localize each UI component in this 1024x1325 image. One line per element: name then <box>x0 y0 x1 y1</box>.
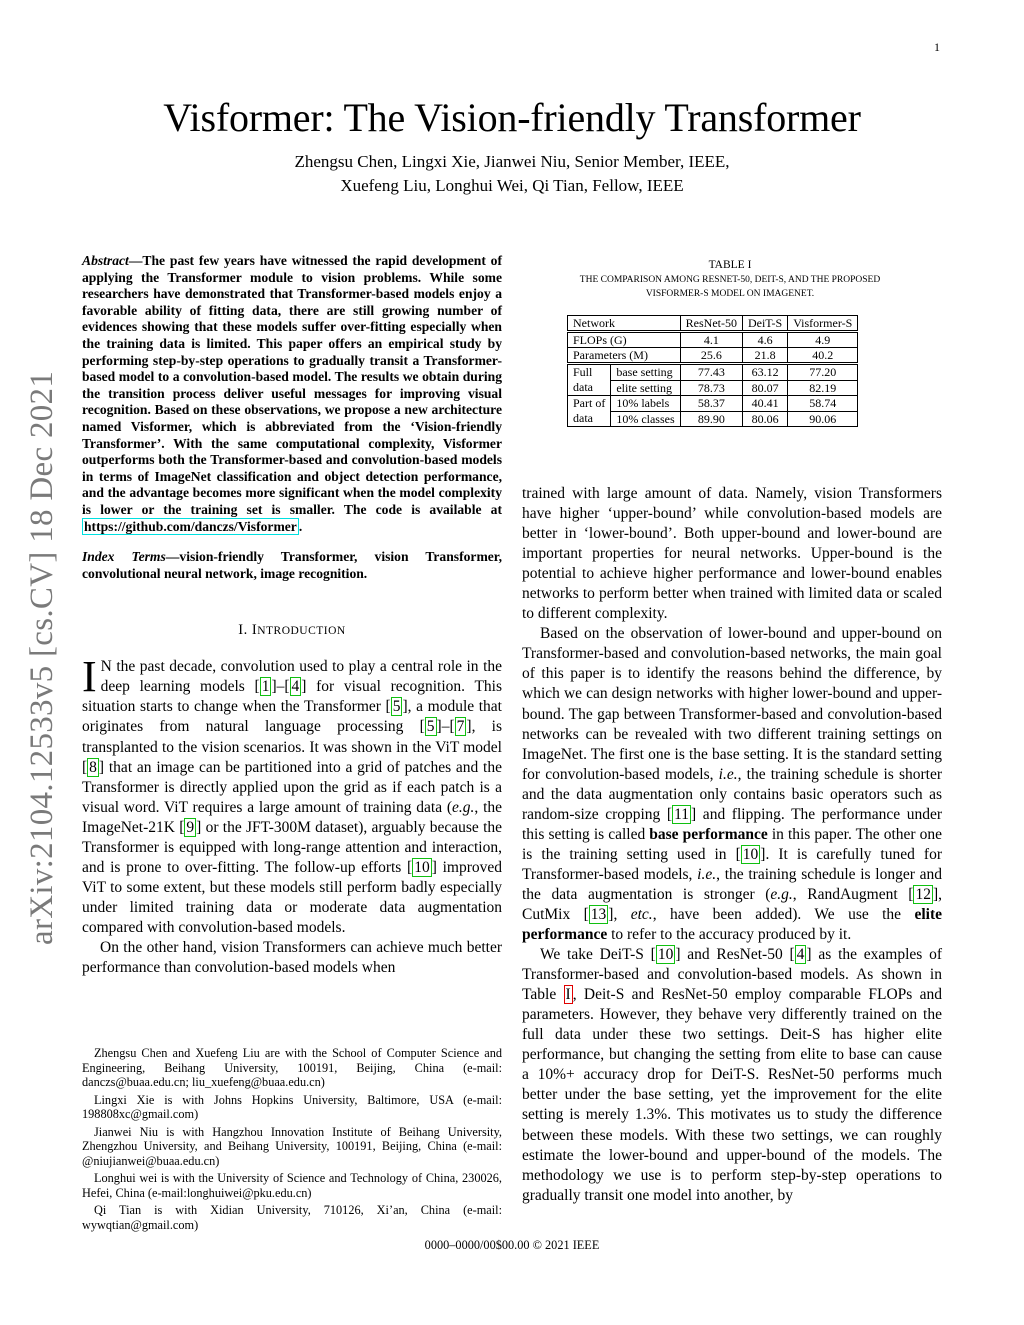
table-header-cell: ResNet-50 <box>680 316 742 332</box>
footnote: Lingxi Xie is with Johns Hopkins University, Baltimore, USA (e-mail: 198808xc@gmail.com) <box>82 1092 502 1121</box>
citation-link[interactable]: 10 <box>742 845 759 863</box>
index-terms-text: vision-friendly Transformer, vision Transformer, convolutional neural network, image recognition. <box>82 549 502 581</box>
table-cell: 10% labels <box>611 396 680 412</box>
term-elite-performance: elite performance <box>522 905 942 944</box>
citation-link[interactable]: 9 <box>186 818 195 836</box>
table-cell: 77.20 <box>788 364 858 381</box>
table-cell: 63.12 <box>742 364 787 381</box>
right-paragraph-3: We take DeiT-S [ 10 ] and ResNet-50 [ 4 ] as the examples of Transformer-based and convolution-based models. As shown in Table I , Deit-S and ResNet-50 employ comparable FLOPs and parameters. However, they behave very differently trained on the full data under these two settings. Deit-S has higher elite performance, but changing the setting from elite to base can cause a 10%+ accuracy drop for DeiT-S. ResNet-50 performs much better under the base setting, yet the improvement for the elite setting is merely 1.3%. This motivates us to study the difference between these models. With these two settings, we can roughly estimate the lower-bound and upper-bound of the models. The methodology we use is to perform step-by-step operations to gradually transit one model into another, by <box>522 946 943 1204</box>
right-column <box>522 484 942 1206</box>
table-group-label: Part of data <box>568 396 611 427</box>
table-header-cell: Network <box>568 316 681 332</box>
citation-link[interactable]: 12 <box>915 885 931 903</box>
index-terms: Index Terms—vision-friendly Transformer, vision Transformer, convolutional neural network, image recognition. <box>82 549 502 581</box>
abstract-label: Abstract <box>82 253 129 268</box>
table-caption-line-2: VISFORMER-S MODEL ON IMAGENET. <box>645 289 815 299</box>
table-cell: base setting <box>611 364 680 381</box>
table-cell: 89.90 <box>680 411 742 427</box>
footnote: Qi Tian is with Xidian University, 710126, Xi’an, China (e-mail: wywqtian@gmail.com) <box>82 1203 502 1232</box>
footnote: Jianwei Niu is with Hangzhou Innovation Institute of Beihang University, Zhengzhou University, and Beihang University, 100191, Beijing, China (e-mail: @niujianwei@buaa.edu.cn) <box>82 1124 502 1168</box>
citation-link[interactable]: 4 <box>291 678 300 696</box>
table-cell: elite setting <box>611 380 680 395</box>
table-header-cell: DeiT-S <box>742 316 787 332</box>
table-row <box>568 396 858 412</box>
citation-link[interactable]: 5 <box>392 698 401 716</box>
table-row <box>568 411 858 427</box>
table-header-row <box>568 316 858 332</box>
table-cell: 21.8 <box>742 348 787 364</box>
citation-link[interactable]: 10 <box>657 946 674 964</box>
left-column <box>82 253 502 978</box>
abstract-text: The past few years have witnessed the rapid development of applying the Transformer module to vision problems. While some researchers have demonstrated that Transformer-based models enjoy a favorable ability of fitting data, there are still growing number of evidences showing that these models suffer over-fitting especially when the training data is limited. This paper offers an empirical study by performing step-by-step operations to gradually transit a Transformer-based model to a convolution-based model. The results we obtain during the transition process deliver useful messages for improving visual recognition. Based on these observations, we propose a new architecture named Visformer, which is abbreviated from the ‘Vision-friendly Transformer’. With the same computational complexity, Visformer outperforms both the Transformer-based and convolution-based models in terms of ImageNet classification and object detection performance, and the advantage becomes more significant when the model complexity is lower or the training set is smaller. The code is available at <box>82 253 502 517</box>
table-cell: 4.9 <box>788 332 858 348</box>
table-row <box>568 364 858 381</box>
table-cell: 78.73 <box>680 380 742 395</box>
page-number: 1 <box>934 40 940 54</box>
citation-link[interactable]: 4 <box>796 946 805 964</box>
table-group-label: Full data <box>568 364 611 396</box>
index-terms-label: Index Terms <box>82 549 166 565</box>
authors-line-2: Xuefeng Liu, Longhui Wei, Qi Tian, Fellow, IEEE <box>340 176 684 195</box>
table-cell: 77.43 <box>680 364 742 381</box>
table-cell: 10% classes <box>611 411 680 427</box>
table-cell: 4.6 <box>742 332 787 348</box>
table-cell: 90.06 <box>788 411 858 427</box>
citation-link[interactable]: 1 <box>261 678 270 696</box>
table-caption <box>530 258 930 302</box>
table-cell: 58.74 <box>788 396 858 412</box>
page-footer: 0000–0000/00$00.00 © 2021 IEEE <box>424 1238 600 1252</box>
citation-link[interactable]: 8 <box>89 758 97 776</box>
right-paragraph-2: Based on the observation of lower-bound and upper-bound on Transformer-based and convolution-based networks, the main goal of this paper is to identify the reasons behind the difference, by which we can design networks with higher lower-bound and upper-bound. The gap between Transformer-based and convolution-based networks can be revealed with two different training settings on ImageNet. The first one is the base setting. It is the standard setting for convolution-based models, i.e., the training schedule is shorter and the data augmentation only contains basic operators such as random-size cropping [ 11 ] and flipping. The performance under this setting is called base performance in this paper. The other one is the training setting used in [ 10 ]. It is carefully tuned for Transformer-based models, i.e., the training schedule is longer and the data augmentation is stronger (e.g., RandAugment [ 12 ], CutMix [ 13 ], etc., have been added). We use the elite performance to refer to the accuracy produced by it. <box>522 625 942 944</box>
table-cell: 25.6 <box>680 348 742 364</box>
table-cell: 40.2 <box>788 348 858 364</box>
citation-link[interactable]: 11 <box>674 805 690 823</box>
footnotes <box>82 1046 502 1235</box>
citation-link[interactable]: 7 <box>456 718 465 736</box>
drop-cap: I <box>82 652 97 702</box>
intro-paragraph-1: I N the past decade, convolution used to play a central role in the deep learning models [ 1 ]–[ 4 ] for visual recognition. This situation starts to change when the Transformer [ 5 ], a module that originates from natural language processing [ 5 ]–[ 7 ], is transplanted to the vision scenarios. It was shown in the ViT model [ 8 ] that an image can be partitioned into a grid of patches and the Transformer is directly applied upon the grid as if each patch is a visual word. ViT requires a large amount of training data (e.g., the ImageNet-21K [ 9 ] or the JFT-300M dataset), arguably because the Transformer is equipped with long-range attention and interaction, and is prone to over-fitting. The follow-up efforts [ 10 ] improved ViT to some extent, but these models still perform badly especially under limited training data or moderate data augmentation compared with convolution-based models. <box>82 652 503 936</box>
table-cell: 80.07 <box>742 380 787 395</box>
table-cell: 82.19 <box>788 380 858 395</box>
table-row <box>568 380 858 395</box>
comparison-table <box>567 315 858 427</box>
right-paragraph-1: trained with large amount of data. Namely, vision Transformers have higher ‘upper-bound’ while convolution-based models are better in ‘lower-bound’. Both upper-bound and lower-bound are important properties for neural networks. Upper-bound is the potential to achieve higher performance and lower-bound enables networks to perform better when trained with limited data or scaled to different complexity. <box>522 485 942 623</box>
footnote: Zhengsu Chen and Xuefeng Liu are with the School of Computer Science and Engineering, Beihang University, 100191, Beijing, China (e-mail: danczs@buaa.edu.cn; liu_xuefeng@buaa.edu.cn) <box>82 1046 502 1089</box>
table-reference-link[interactable]: I <box>565 986 571 1004</box>
table-header-cell: Visformer-S <box>788 316 858 332</box>
abstract: Abstract—The past few years have witnessed the rapid development of applying the Transformer module to vision problems. While some researchers have demonstrated that Transformer-based models enjoy a favorable ability of fitting data, there are still growing number of evidences showing that these models suffer over-fitting especially when the training data is limited. This paper offers an empirical study by performing step-by-step operations to gradually transit a Transformer-based model to a convolution-based model. The results we obtain during the transition process deliver useful messages for improving visual recognition. Based on these observations, we propose a new architecture named Visformer, which is abbreviated from the ‘Vision-friendly Transformer’. With the same computational complexity, Visformer outperforms both the Transformer-based and convolution-based models in terms of ImageNet classification and object detection performance, and the advantage becomes more significant when the model complexity is lower or the training set is smaller. The code is available at https://github.com/danczs/Visformer . <box>82 253 502 534</box>
intro-paragraph-2: On the other hand, vision Transformers can achieve much better performance than convolution-based models when <box>82 938 502 977</box>
section-heading-introduction: I. INTRODUCTION <box>238 622 346 639</box>
footnote: Longhui wei is with the University of Science and Technology of China, 230026, Hefei, China (e-mail:longhuiwei@pku.edu.cn) <box>82 1171 502 1200</box>
table-caption-line-1: THE COMPARISON AMONG RESNET-50, DEIT-S, AND THE PROPOSED <box>579 274 881 285</box>
table-cell: 4.1 <box>680 332 742 348</box>
table-row <box>568 348 858 364</box>
citation-link[interactable]: 5 <box>426 718 435 736</box>
arxiv-stamp: arXiv:2104.12533v5 [cs.CV] 18 Dec 2021 <box>24 370 60 945</box>
table-cell: 40.41 <box>742 396 787 412</box>
term-base-performance: base performance <box>649 825 768 843</box>
paper-title: Visformer: The Vision-friendly Transformer <box>163 95 861 140</box>
table-cell: Parameters (M) <box>568 348 681 364</box>
authors-line-1: Zhengsu Chen, Lingxi Xie, Jianwei Niu, Senior Member, IEEE, <box>294 152 730 171</box>
table-row <box>568 332 858 348</box>
table-cell: FLOPs (G) <box>568 332 681 348</box>
code-link[interactable]: https://github.com/danczs/Visformer <box>84 518 297 534</box>
table-cell: 80.06 <box>742 411 787 427</box>
citation-link[interactable]: 10 <box>414 858 430 876</box>
table-cell: 58.37 <box>680 396 742 412</box>
citation-link[interactable]: 13 <box>590 905 607 923</box>
table-label: TABLE I <box>708 259 752 271</box>
